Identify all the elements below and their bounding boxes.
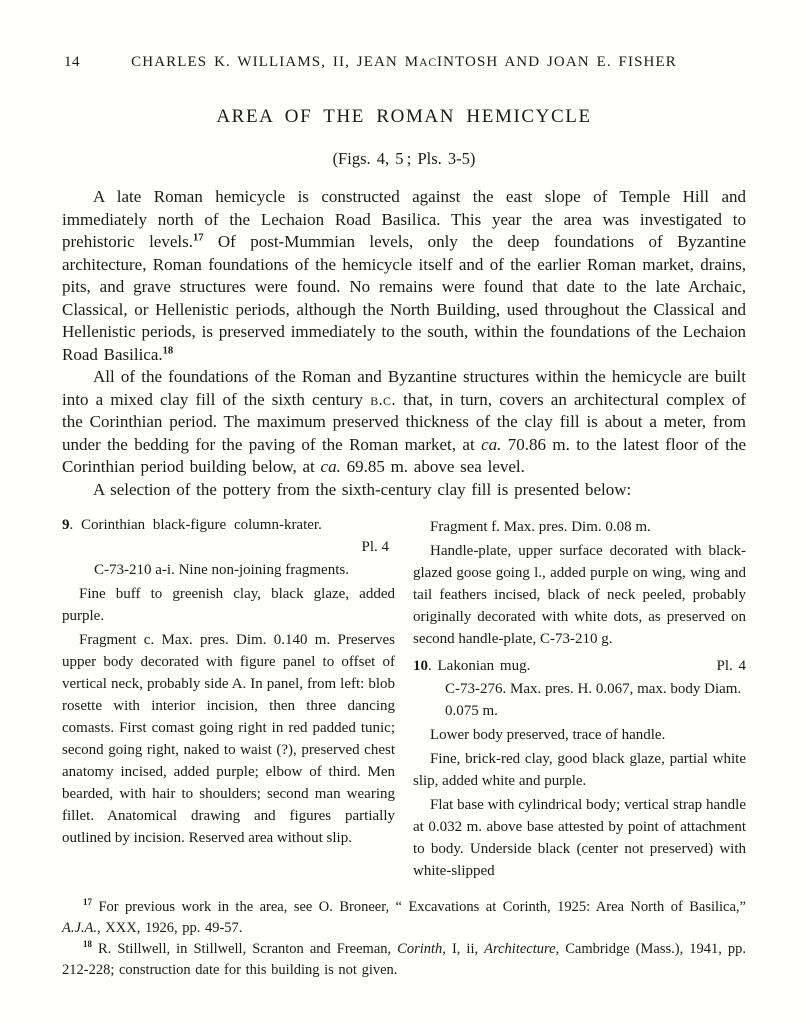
running-head-authors xyxy=(62,54,746,71)
footnote-17: $^{17}$ For previous work in the area, see O. Broneer, “ Excavations at Corinth, 1925: Area North of Basilica,” A.J.A., XXX, 1926, pp. 49-57. xyxy=(62,897,746,936)
intro-section xyxy=(62,186,746,501)
catalog-entry-9-fragment-c: Fragment c. Max. pres. Dim. 0.140 m. Preserves upper body decorated with figure panel to offset of vertical neck, probably side A. In panel, from left: blob rosette with interior incision, then three dancing comasts. First comast going right in red padded tunic; second going right, naked to waist (?), preserved chest anatomy incised, added purple; elbow of third. Men bearded, with hair to shoulders; second man wearing fillet. Anatomical drawing and figures partially outlined by incision. Reserved area without slip. xyxy=(62,632,395,846)
catalog-entry-10-heading-row xyxy=(413,655,746,677)
intro-paragraph-1: A late Roman hemicycle is constructed against the east slope of Temple Hill and immediately north of the Lechaion Road Basilica. This year the area was investigated to prehistoric levels.$^{17}$ Of post-Mummian levels, only the deep foundations of Byzantine architecture, Roman foundations of the hemicycle itself and of the earlier Roman market, drains, pits, and grave structures were found. No remains were found that date to the late Archaic, Classical, or Hellenistic periods, although the North Building, used throughout the Classical and Hellenistic periods, is preserved immediately to the south, within the foundations of the Lechaion Road Basilica.$^{18}$ xyxy=(62,187,746,364)
footnotes-section xyxy=(62,897,746,981)
catalog-right-column xyxy=(413,514,746,882)
catalog-entry-9-plate-ref: Pl. 4 xyxy=(361,539,389,555)
intro-paragraph-3: A selection of the pottery from the sixth-century clay fill is presented below: xyxy=(93,479,632,499)
catalog-entry-9-inventory-line: C-73-210 a-i. Nine non-joining fragments. xyxy=(94,562,349,578)
catalog-entry-10-heading: 10. Lakonian mug. xyxy=(413,658,531,674)
catalog-entry-10-desc-3: Flat base with cylindrical body; vertical strap handle at 0.032 m. above base attested by point of attachment to body. Underside black (center not preserved) with white-slipped xyxy=(413,797,746,879)
catalog-entry-10-desc-1: Lower body preserved, trace of handle. xyxy=(430,727,666,743)
authors-smallcap: AC xyxy=(419,56,437,69)
authors-text: INTOSH AND JOAN E. FISHER xyxy=(437,54,677,70)
figure-plate-references: (Figs. 4, 5 ; Pls. 3-5) xyxy=(332,149,476,168)
authors-text: CHARLES K. WILLIAMS, II, JEAN M xyxy=(131,54,420,70)
section-title: AREA OF THE ROMAN HEMICYCLE xyxy=(216,106,592,127)
catalog-entry-10 xyxy=(413,655,746,882)
catalog-entry-10-desc-2: Fine, brick-red clay, good black glaze, partial white slip, added white and purple. xyxy=(413,751,746,789)
catalog-entry-10-plate-ref: Pl. 4 xyxy=(716,658,746,674)
catalog-entry-9-fragment-f: Fragment f. Max. pres. Dim. 0.08 m. xyxy=(430,519,651,535)
catalog-entry-9-heading: 9. Corinthian black-figure column-krater. xyxy=(62,517,322,533)
catalog-section xyxy=(62,514,746,882)
catalog-left-column xyxy=(62,514,395,882)
intro-paragraph-2: All of the foundations of the Roman and Byzantine structures within the hemicycle are built into a mixed clay fill of the sixth century b.c. that, in turn, covers an architectural complex of the Corinthian period. The maximum preserved thickness of the clay fill is about a meter, from under the bedding for the paving of the Roman market, at ca. 70.86 m. to the latest floor of the Corinthian period building below, at ca. 69.85 m. above sea level. xyxy=(62,367,747,476)
footnote-18: $^{18}$ R. Stillwell, in Stillwell, Scranton and Freeman, Corinth, I, ii, Architecture, Cambridge (Mass.), 1941, pp. 212-228; construction date for this building is not given. xyxy=(62,939,747,978)
running-head xyxy=(62,0,746,74)
catalog-entry-10-inventory-line: C-73-276. Max. pres. H. 0.067, max. body Diam. 0.075 m. xyxy=(445,681,742,719)
page-number: 14 xyxy=(64,54,80,70)
catalog-entry-9-fabric: Fine buff to greenish clay, black glaze, added purple. xyxy=(62,586,395,624)
catalog-entry-9-handle-plate: Handle-plate, upper surface decorated with black-glazed goose going l., added purple on wing, wing and tail feathers incised, black of neck peeled, probably originally decorated with white dots, as preserved on second handle-plate, C-73-210 g. xyxy=(413,543,746,647)
